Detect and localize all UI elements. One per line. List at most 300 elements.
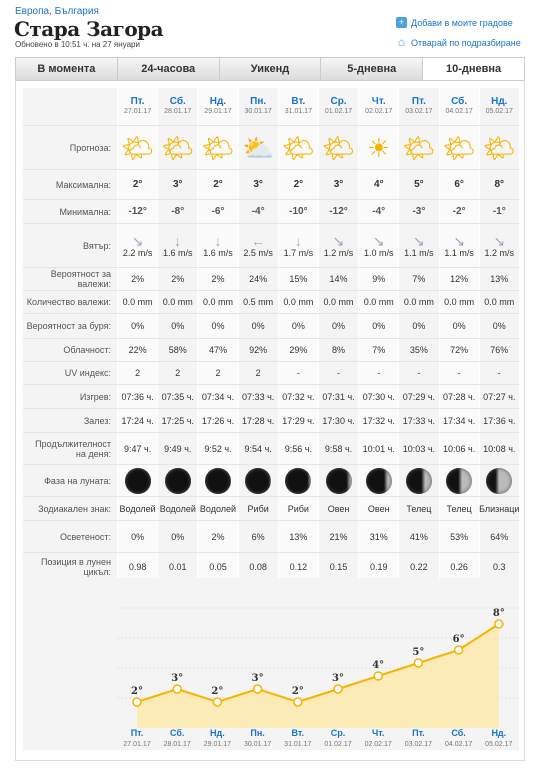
- max-temp: [439, 170, 479, 199]
- row-label-rainP: Вероятност за валежи:: [23, 268, 117, 290]
- chart-point: [173, 685, 181, 693]
- row-min: [23, 200, 519, 224]
- wind-cell: [439, 224, 479, 267]
- rainP-value: 24%: [238, 268, 278, 290]
- chart-x-label: Нд.: [491, 728, 507, 738]
- min-temp: [358, 200, 398, 223]
- min-temp: [318, 200, 358, 223]
- moon-phase-cell: [318, 465, 358, 496]
- zodiac-value: Овен: [318, 497, 358, 520]
- wind-cell: [479, 224, 519, 267]
- storm-value: 0%: [479, 314, 519, 338]
- cloud-value: 72%: [439, 339, 479, 361]
- max-temp-value: 2°: [213, 179, 223, 190]
- set-value: 17:25 ч.: [157, 409, 197, 432]
- day-header[interactable]: [318, 88, 358, 125]
- city-title: Стара Загора: [14, 17, 164, 41]
- day-header[interactable]: [157, 88, 197, 125]
- chart-point-label: 2°: [291, 686, 304, 697]
- day-date: 27.01.17: [123, 107, 152, 115]
- min-temp: [157, 200, 197, 223]
- min-temp-value: -10°: [289, 206, 308, 217]
- row-day: [23, 88, 519, 126]
- cloud-sun-icon: ⛅: [241, 132, 275, 163]
- min-temp-value: -4°: [251, 206, 265, 217]
- illum-value: 13%: [278, 521, 318, 552]
- illum-value: 0%: [117, 521, 157, 552]
- chart-x-date: 02.02.17: [364, 741, 392, 748]
- row-label-rainA: Количество валежи:: [23, 291, 117, 313]
- cloud-value: 29%: [278, 339, 318, 361]
- illum-value: 53%: [439, 521, 479, 552]
- rainP-value: 14%: [318, 268, 358, 290]
- len-value: 10:01 ч.: [358, 433, 398, 464]
- wind-speed: 1.1 m/s: [404, 247, 434, 258]
- set-value: 17:34 ч.: [439, 409, 479, 432]
- set-value: 17:29 ч.: [278, 409, 318, 432]
- row-moon: [23, 465, 519, 497]
- row-label-uv: UV индекс:: [23, 362, 117, 384]
- set-value: 17:26 ч.: [197, 409, 237, 432]
- len-value: 10:06 ч.: [439, 433, 479, 464]
- max-temp: [278, 170, 318, 199]
- moon-icon: [205, 468, 231, 494]
- min-temp-value: -1°: [492, 206, 506, 217]
- rise-value: 07:33 ч.: [238, 385, 278, 408]
- max-temp-value: 5°: [414, 179, 424, 190]
- day-header[interactable]: [238, 88, 278, 125]
- storm-value: 0%: [238, 314, 278, 338]
- set-default-link[interactable]: [396, 37, 521, 48]
- row-label-wind: Вятър:: [23, 224, 117, 267]
- min-temp: [238, 200, 278, 223]
- moon-icon: [366, 468, 392, 494]
- row-label-zodiac: Зодиакален знак:: [23, 497, 117, 520]
- home-icon: ⌂: [397, 35, 406, 49]
- chart-point: [374, 672, 382, 680]
- chart-point: [133, 698, 141, 706]
- max-temp: [358, 170, 398, 199]
- max-temp: [117, 170, 157, 199]
- sun-cloud-icon: 🌤: [281, 132, 315, 163]
- min-temp: [117, 200, 157, 223]
- weather-icon-cell: [157, 126, 197, 169]
- chart-x-date: 31.01.17: [284, 741, 312, 748]
- max-temp: [197, 170, 237, 199]
- weather-icon-cell: [479, 126, 519, 169]
- lunar-value: 0.98: [117, 553, 157, 580]
- wind-arrow-icon: ↘: [453, 232, 465, 249]
- rainP-value: 2%: [197, 268, 237, 290]
- row-zodiac: [23, 497, 519, 521]
- wind-cell: [238, 224, 278, 267]
- set-default-label: Отварай по подразбиране: [411, 37, 521, 48]
- row-rainP: [23, 268, 519, 291]
- day-name: Сб.: [169, 95, 186, 107]
- day-date: 28.01.17: [164, 107, 192, 115]
- cloud-value: 8%: [318, 339, 358, 361]
- weather-icon-cell: [278, 126, 318, 169]
- len-value: 9:54 ч.: [238, 433, 278, 464]
- uv-value: 2: [157, 362, 197, 384]
- breadcrumb-region[interactable]: Европа: [15, 6, 50, 17]
- rainA-value: 0.0 mm: [358, 291, 398, 313]
- rainA-value: 0.0 mm: [197, 291, 237, 313]
- rise-value: 07:36 ч.: [117, 385, 157, 408]
- day-header[interactable]: [479, 88, 519, 125]
- moon-phase-cell: [238, 465, 278, 496]
- day-name: Нд.: [209, 95, 227, 107]
- rainA-value: 0.5 mm: [238, 291, 278, 313]
- rise-value: 07:31 ч.: [318, 385, 358, 408]
- day-name: Вт.: [291, 95, 306, 107]
- storm-value: 0%: [439, 314, 479, 338]
- storm-value: 0%: [157, 314, 197, 338]
- lunar-value: 0.19: [358, 553, 398, 580]
- wind-arrow-icon: ←: [251, 232, 266, 249]
- zodiac-value: Риби: [238, 497, 278, 520]
- chart-x-label: Чт.: [371, 728, 385, 738]
- chart-point-label: 4°: [372, 660, 385, 671]
- rise-value: 07:30 ч.: [358, 385, 398, 408]
- wind-speed: 1.2 m/s: [484, 247, 515, 258]
- cloud-value: 76%: [479, 339, 519, 361]
- rainA-value: 0.0 mm: [318, 291, 358, 313]
- chart-x-date: 28.01.17: [163, 741, 191, 748]
- chart-x-date: 04.02.17: [444, 741, 473, 748]
- weather-icon-cell: [117, 126, 157, 169]
- moon-icon: [125, 468, 151, 494]
- illum-value: 41%: [398, 521, 438, 552]
- weather-icon-cell: [398, 126, 438, 169]
- min-temp-value: -12°: [128, 206, 147, 217]
- chart-point-label: 2°: [211, 686, 224, 697]
- chart-point-label: 2°: [131, 686, 143, 697]
- lunar-value: 0.15: [318, 553, 358, 580]
- rainA-value: 0.0 mm: [398, 291, 438, 313]
- day-header[interactable]: [439, 88, 479, 125]
- wind-arrow-icon: ↘: [372, 232, 385, 249]
- uv-value: 2: [117, 362, 157, 384]
- tab-now[interactable]: В момента: [16, 58, 118, 80]
- uv-value: -: [278, 362, 318, 384]
- storm-value: 0%: [398, 314, 438, 338]
- chart-x-date: 29.01.17: [203, 741, 232, 748]
- wind-cell: [358, 224, 398, 267]
- max-temp: [479, 170, 519, 199]
- rise-value: 07:35 ч.: [157, 385, 197, 408]
- day-date: 04.02.17: [445, 107, 473, 115]
- moon-icon: [446, 468, 472, 494]
- lunar-value: 0.08: [238, 553, 278, 580]
- wind-arrow-icon: ↓: [294, 232, 302, 249]
- day-header[interactable]: [278, 88, 318, 125]
- storm-value: 0%: [197, 314, 237, 338]
- chart-x-label: Вт.: [291, 728, 305, 738]
- min-temp-value: -2°: [452, 206, 466, 217]
- day-name: Пт.: [130, 95, 145, 107]
- lunar-value: 0.12: [278, 553, 318, 580]
- day-date: 02.02.17: [365, 107, 393, 115]
- breadcrumb: Европа, България: [15, 6, 99, 17]
- weather-icon-cell: [439, 126, 479, 169]
- row-label-max: Максимална:: [23, 170, 117, 199]
- zodiac-value: Водолей: [157, 497, 197, 520]
- chart-x-label: Сб.: [169, 728, 185, 738]
- max-temp-value: 3°: [333, 179, 344, 190]
- cloud-value: 47%: [197, 339, 237, 361]
- min-temp-value: -6°: [211, 206, 225, 217]
- chart-x-label: Сб.: [451, 728, 466, 738]
- wind-speed: 1.7 m/s: [283, 247, 314, 258]
- zodiac-value: Водолей: [197, 497, 237, 520]
- zodiac-value: Риби: [278, 497, 318, 520]
- chart-point-label: 8°: [492, 608, 505, 619]
- day-date: 05.02.17: [485, 107, 513, 115]
- lunar-value: 0.3: [479, 553, 519, 580]
- row-rise: [23, 385, 519, 409]
- day-header[interactable]: [117, 88, 157, 125]
- max-temp-value: 8°: [494, 179, 505, 190]
- chart-point: [294, 698, 302, 706]
- wind-arrow-icon: ↓: [174, 232, 182, 249]
- rainA-value: 0.0 mm: [157, 291, 197, 313]
- temperature-chart: [23, 578, 519, 750]
- max-temp: [318, 170, 358, 199]
- row-set: [23, 409, 519, 433]
- row-wind: [23, 224, 519, 268]
- max-temp-value: 6°: [454, 179, 464, 190]
- lunar-value: 0.01: [157, 553, 197, 580]
- row-illum: [23, 521, 519, 553]
- chart-x-label: Пт.: [412, 728, 425, 738]
- tab-24h[interactable]: 24-часова: [118, 58, 220, 80]
- min-temp: [439, 200, 479, 223]
- len-value: 9:52 ч.: [197, 433, 237, 464]
- len-value: 9:56 ч.: [278, 433, 318, 464]
- row-label-day: [23, 88, 117, 125]
- set-value: 17:36 ч.: [479, 409, 519, 432]
- day-name: Пн.: [250, 95, 267, 107]
- rainP-value: 15%: [278, 268, 318, 290]
- row-label-lunar: Позиция в лунен цикъл:: [23, 553, 117, 580]
- sun-cloud-icon: 🌤: [402, 132, 436, 163]
- lunar-value: 0.26: [439, 553, 479, 580]
- moon-phase-cell: [439, 465, 479, 496]
- min-temp: [197, 200, 237, 223]
- row-label-illum: Осветеност:: [23, 521, 117, 552]
- zodiac-value: Близнаци: [479, 497, 519, 520]
- row-label-moon: Фаза на луната:: [23, 465, 117, 496]
- add-city-label: Добави в моите градове: [411, 17, 513, 28]
- illum-value: 64%: [479, 521, 519, 552]
- weather-icon-cell: [318, 126, 358, 169]
- moon-phase-cell: [157, 465, 197, 496]
- day-date: 03.02.17: [405, 107, 433, 115]
- chart-x-label: Пн.: [250, 728, 265, 738]
- set-value: 17:33 ч.: [398, 409, 438, 432]
- chart-point: [414, 659, 422, 667]
- plus-icon: +: [396, 17, 407, 28]
- rainP-value: 2%: [117, 268, 157, 290]
- wind-arrow-icon: ↘: [413, 232, 425, 249]
- storm-value: 0%: [117, 314, 157, 338]
- min-temp: [398, 200, 438, 223]
- chart-x-date: 05.02.17: [485, 741, 513, 748]
- day-header[interactable]: [358, 88, 398, 125]
- day-name: Сб.: [451, 95, 468, 107]
- lunar-value: 0.05: [197, 553, 237, 580]
- wind-speed: 1.2 m/s: [323, 247, 354, 258]
- moon-phase-cell: [197, 465, 237, 496]
- min-temp-value: -3°: [412, 206, 426, 217]
- wind-arrow-icon: ↘: [131, 232, 144, 249]
- min-temp-value: -8°: [171, 206, 185, 217]
- sun-cloud-icon: 🌤: [442, 132, 476, 163]
- tab-5day[interactable]: 5-дневна: [321, 58, 423, 80]
- sun-cloud-icon: 🌤: [201, 132, 235, 163]
- storm-value: 0%: [318, 314, 358, 338]
- weather-icon-cell: [197, 126, 237, 169]
- illum-value: 21%: [318, 521, 358, 552]
- tab-10day[interactable]: 10-дневна: [423, 58, 524, 80]
- uv-value: 2: [238, 362, 278, 384]
- uv-value: 2: [197, 362, 237, 384]
- min-temp-value: -4°: [372, 206, 386, 217]
- chart-point-label: 3°: [332, 673, 344, 684]
- row-len: [23, 433, 519, 465]
- wind-speed: 1.6 m/s: [163, 247, 193, 258]
- row-label-set: Залез:: [23, 409, 117, 432]
- min-temp: [479, 200, 519, 223]
- breadcrumb-country[interactable]: България: [54, 6, 99, 17]
- sun-cloud-icon: 🌤: [322, 132, 356, 163]
- set-value: 17:24 ч.: [117, 409, 157, 432]
- add-city-link[interactable]: [396, 17, 513, 28]
- chart-x-label: Пт.: [130, 728, 144, 738]
- sun-cloud-icon: 🌤: [121, 132, 155, 163]
- sun-cloud-icon: 🌤: [482, 132, 516, 163]
- row-label-storm: Вероятност за буря:: [23, 314, 117, 338]
- wind-speed: 1.0 m/s: [363, 247, 394, 258]
- moon-phase-cell: [117, 465, 157, 496]
- chart-point: [213, 698, 221, 706]
- moon-icon: [326, 468, 352, 494]
- chart-point-label: 3°: [251, 673, 264, 684]
- chart-point: [334, 685, 342, 693]
- chart-point: [455, 646, 463, 654]
- illum-value: 6%: [238, 521, 278, 552]
- moon-phase-cell: [278, 465, 318, 496]
- rise-value: 07:27 ч.: [479, 385, 519, 408]
- min-temp-value: -12°: [329, 206, 348, 217]
- max-temp: [238, 170, 278, 199]
- chart-x-date: 30.01.17: [243, 741, 272, 748]
- zodiac-value: Телец: [439, 497, 479, 520]
- cloud-value: 92%: [238, 339, 278, 361]
- len-value: 9:47 ч.: [117, 433, 157, 464]
- chart-point-label: 3°: [171, 673, 184, 684]
- row-uv: [23, 362, 519, 385]
- row-rainA: [23, 291, 519, 314]
- wind-cell: [278, 224, 318, 267]
- len-value: 10:03 ч.: [398, 433, 438, 464]
- zodiac-value: Водолей: [117, 497, 157, 520]
- day-name: Чт.: [371, 95, 386, 107]
- rainP-value: 13%: [479, 268, 519, 290]
- moon-icon: [486, 468, 512, 494]
- uv-value: -: [398, 362, 438, 384]
- illum-value: 2%: [197, 521, 237, 552]
- max-temp: [398, 170, 438, 199]
- set-value: 17:28 ч.: [238, 409, 278, 432]
- max-temp: [157, 170, 197, 199]
- weather-icon-cell: [238, 126, 278, 169]
- rainP-value: 12%: [439, 268, 479, 290]
- row-storm: [23, 314, 519, 339]
- max-temp-value: 3°: [173, 179, 183, 190]
- uv-value: -: [318, 362, 358, 384]
- illum-value: 31%: [358, 521, 398, 552]
- moon-icon: [406, 468, 432, 494]
- wind-cell: [398, 224, 438, 267]
- row-max: [23, 170, 519, 200]
- moon-phase-cell: [358, 465, 398, 496]
- rainP-value: 2%: [157, 268, 197, 290]
- tab-weekend[interactable]: Уикенд: [220, 58, 322, 80]
- updated-text: Обновено в 10:51 ч. на 27 януари: [15, 40, 140, 49]
- rise-value: 07:34 ч.: [197, 385, 237, 408]
- cloud-value: 58%: [157, 339, 197, 361]
- chart-x-label: Ср.: [330, 728, 346, 738]
- row-label-cloud: Облачност:: [23, 339, 117, 361]
- chart-point-label: 5°: [412, 647, 425, 658]
- moon-phase-cell: [479, 465, 519, 496]
- storm-value: 0%: [278, 314, 318, 338]
- moon-icon: [245, 468, 271, 494]
- day-name: Пт.: [411, 95, 426, 107]
- forecast-table: [23, 88, 519, 581]
- day-date: 01.02.17: [324, 107, 353, 115]
- day-header[interactable]: [197, 88, 237, 125]
- day-name: Нд.: [491, 95, 508, 107]
- row-lunar: [23, 553, 519, 581]
- chart-x-date: 01.02.17: [324, 741, 352, 748]
- cloud-value: 7%: [358, 339, 398, 361]
- len-value: 9:49 ч.: [157, 433, 197, 464]
- chart-x-date: 03.02.17: [404, 741, 433, 748]
- sun-icon: ☀: [367, 132, 391, 163]
- wind-arrow-icon: ↘: [332, 232, 345, 249]
- len-value: 9:58 ч.: [318, 433, 358, 464]
- wind-arrow-icon: ↘: [493, 232, 506, 249]
- lunar-value: 0.22: [398, 553, 438, 580]
- wind-speed: 2.2 m/s: [122, 247, 153, 258]
- wind-cell: [318, 224, 358, 267]
- forecast-tabs: [15, 57, 525, 81]
- chart-x-label: Нд.: [210, 728, 225, 738]
- day-header[interactable]: [398, 88, 438, 125]
- max-temp-value: 4°: [373, 179, 384, 190]
- moon-phase-cell: [398, 465, 438, 496]
- rainP-value: 7%: [398, 268, 438, 290]
- cloud-value: 22%: [117, 339, 157, 361]
- cloud-value: 35%: [398, 339, 438, 361]
- wind-cell: [197, 224, 237, 267]
- row-cloud: [23, 339, 519, 362]
- row-icon: [23, 126, 519, 170]
- wind-speed: 1.1 m/s: [444, 247, 474, 258]
